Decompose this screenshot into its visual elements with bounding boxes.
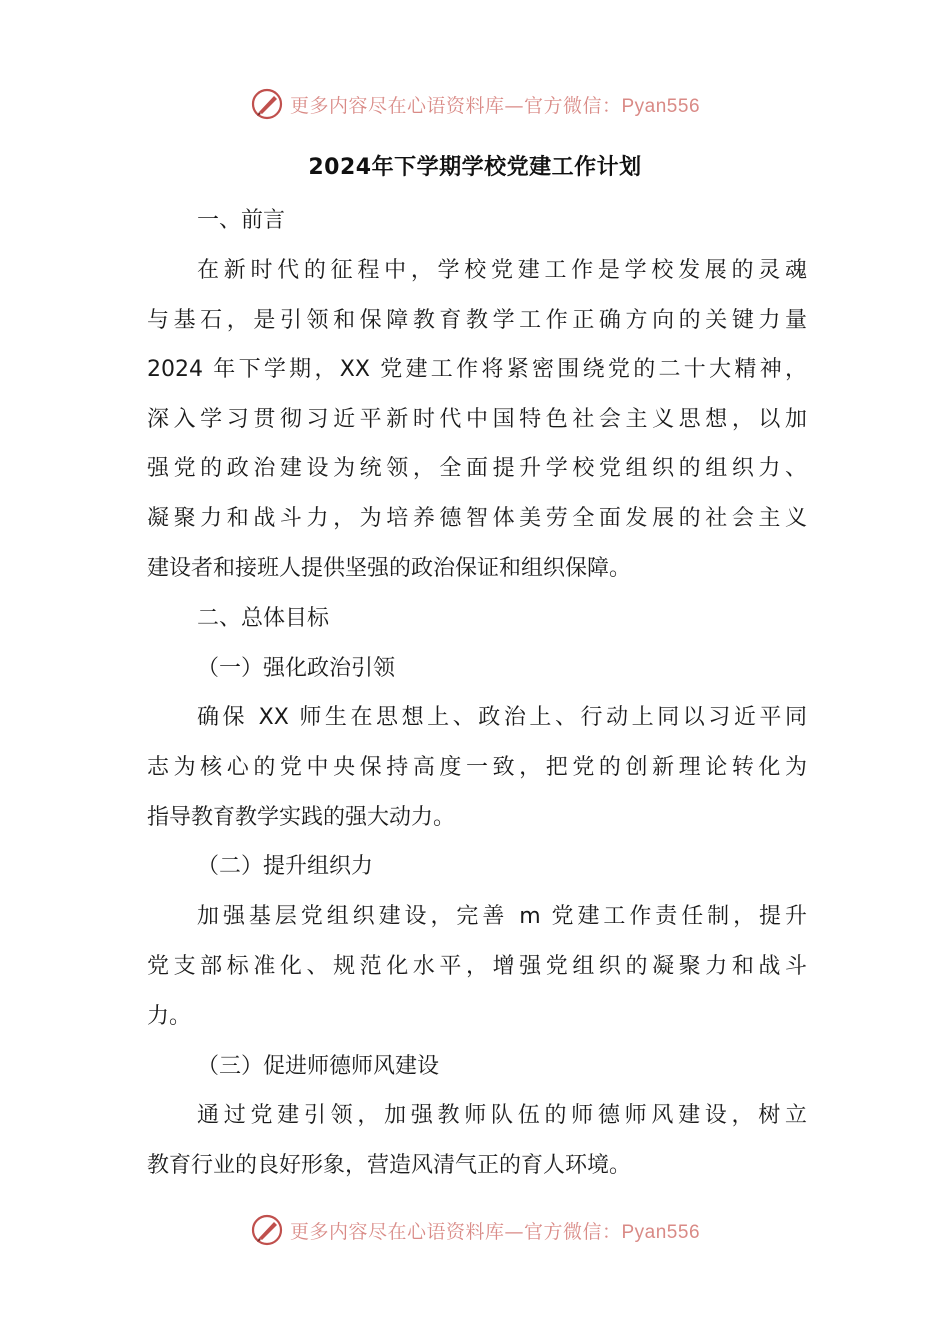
watermark-dash: — xyxy=(504,94,524,117)
watermark-text xyxy=(290,91,700,118)
watermark-brand: 更多内容尽在心语资料库 xyxy=(289,1220,505,1243)
section-heading-goals: 二、总体目标 xyxy=(197,606,330,631)
watermark-footer xyxy=(0,1210,950,1250)
paragraph-line: 通过党建引领，加强教师队伍的师德师风建设，树立 xyxy=(197,1103,807,1128)
paragraph-line: 强党的政治建设为统领，全面提升学校党组织的组织力、 xyxy=(147,456,807,481)
watermark-contact: 官方微信：Pyan556 xyxy=(524,95,701,117)
paragraph-line: 力。 xyxy=(147,1004,192,1029)
watermark-text xyxy=(290,1217,700,1244)
watermark-dash: — xyxy=(504,1220,524,1243)
paragraph-line: 教育行业的良好形象，营造风清气正的育人环境。 xyxy=(147,1153,632,1178)
watermark-contact: 官方微信：Pyan556 xyxy=(524,1221,701,1243)
watermark-header xyxy=(0,84,950,124)
pen-logo-icon xyxy=(250,1213,284,1247)
subheading-political: （一）强化政治引领 xyxy=(197,656,396,681)
paragraph-line: 确保 XX 师生在思想上、政治上、行动上同以习近平同 xyxy=(197,705,807,730)
paragraph-line: 指导教育教学实践的强大动力。 xyxy=(147,805,456,830)
document-title: 2024年下学期学校党建工作计划 xyxy=(308,155,642,180)
pen-logo-icon xyxy=(250,87,284,121)
paragraph-line: 加强基层党组织建设，完善 m 党建工作责任制，提升 xyxy=(197,904,807,929)
paragraph-line: 深入学习贯彻习近平新时代中国特色社会主义思想，以加 xyxy=(147,407,807,432)
paragraph-line: 在新时代的征程中，学校党建工作是学校发展的灵魂 xyxy=(197,258,807,283)
paragraph-line: 党支部标准化、规范化水平，增强党组织的凝聚力和战斗 xyxy=(147,954,807,979)
watermark-brand: 更多内容尽在心语资料库 xyxy=(289,94,505,117)
paragraph-line: 建设者和接班人提供坚强的政治保证和组织保障。 xyxy=(147,556,632,581)
paragraph-line: 凝聚力和战斗力，为培养德智体美劳全面发展的社会主义 xyxy=(147,506,807,531)
subheading-ethics: （三）促进师德师风建设 xyxy=(197,1054,440,1079)
paragraph-line: 志为核心的党中央保持高度一致，把党的创新理论转化为 xyxy=(147,755,807,780)
subheading-organization: （二）提升组织力 xyxy=(197,854,374,879)
paragraph-line: 与基石，是引领和保障教育教学工作正确方向的关键力量 xyxy=(147,308,807,333)
section-heading-preface: 一、前言 xyxy=(197,208,286,233)
paragraph-line: 2024 年下学期，XX 党建工作将紧密围绕党的二十大精神， xyxy=(147,357,807,382)
